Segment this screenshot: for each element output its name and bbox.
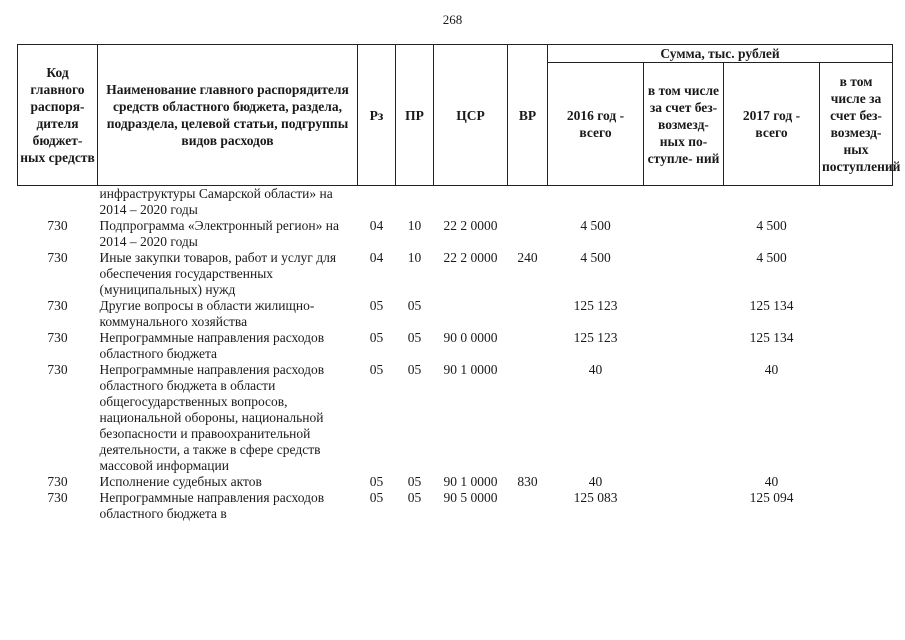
cell-rz: 04 xyxy=(369,250,384,265)
cell-code: 730 xyxy=(47,362,68,377)
header-csr: ЦСР xyxy=(434,45,508,186)
cell-2016-free xyxy=(644,362,724,474)
cell-name: Непрограммные направления расходов областного бюджета в области общегосударственных вопросов, национальной обороны, национальной безопасности и правоохранительной деятельности, а также в сфере средств массовой информации xyxy=(99,362,325,473)
cell-pr: 10 xyxy=(407,250,422,265)
cell-pr: 05 xyxy=(407,330,422,345)
header-vr: ВР xyxy=(508,45,548,186)
cell-2017-free xyxy=(820,186,893,219)
cell-2017-total: 125 094 xyxy=(749,490,794,505)
header-rz: Рз xyxy=(358,45,396,186)
cell-csr: 90 0 0000 xyxy=(443,330,498,345)
cell-rz xyxy=(358,186,396,219)
cell-name: Непрограммные направления расходов областного бюджета в xyxy=(99,490,325,521)
cell-2016-total: 125 123 xyxy=(573,298,618,313)
cell-rz: 05 xyxy=(369,330,384,345)
header-2017-free: в том числе за счет без- возмезд- ных поступлений xyxy=(820,63,893,186)
cell-name: Иные закупки товаров, работ и услуг для обеспечения государственных (муниципальных) нужд xyxy=(99,250,337,297)
cell-vr xyxy=(508,490,548,522)
cell-2017-free xyxy=(820,218,893,250)
table-row xyxy=(18,186,893,219)
cell-2016-total: 4 500 xyxy=(580,250,611,265)
cell-vr: 240 xyxy=(517,250,538,265)
cell-name: Подпрограмма «Электронный регион» на 2014 – 2020 годы xyxy=(99,218,339,249)
cell-2017-total: 4 500 xyxy=(756,218,787,233)
cell-2016-free xyxy=(644,186,724,219)
cell-vr xyxy=(508,330,548,362)
cell-name: Другие вопросы в области жилищно-коммунального хозяйства xyxy=(99,298,315,329)
cell-name: Исполнение судебных актов xyxy=(99,474,262,489)
table-row xyxy=(18,218,893,250)
cell-vr xyxy=(508,218,548,250)
page-number: 268 xyxy=(442,12,463,27)
cell-csr: 90 1 0000 xyxy=(443,474,498,489)
table-row xyxy=(18,490,893,522)
cell-vr: 830 xyxy=(517,474,538,489)
cell-2017-free xyxy=(820,474,893,490)
cell-rz: 04 xyxy=(369,218,384,233)
cell-2017-total: 40 xyxy=(764,474,779,489)
cell-2016-total: 40 xyxy=(588,474,603,489)
cell-rz: 05 xyxy=(369,298,384,313)
cell-csr xyxy=(434,298,508,330)
table-row xyxy=(18,362,893,474)
cell-2017-total: 125 134 xyxy=(749,298,794,313)
cell-code: 730 xyxy=(47,330,68,345)
cell-code: 730 xyxy=(47,250,68,265)
budget-table xyxy=(17,44,901,522)
cell-2016-total xyxy=(548,186,644,219)
cell-2016-free xyxy=(644,250,724,298)
cell-2017-free xyxy=(820,330,893,362)
cell-csr: 90 5 0000 xyxy=(443,490,498,505)
cell-code: 730 xyxy=(47,218,68,233)
cell-2017-total: 4 500 xyxy=(756,250,787,265)
cell-name: инфраструктуры Самарской области» на 2014 – 2020 годы xyxy=(99,186,333,217)
table-row xyxy=(18,250,893,298)
cell-2016-free xyxy=(644,474,724,490)
cell-rz: 05 xyxy=(369,362,384,377)
cell-pr: 05 xyxy=(407,362,422,377)
cell-code xyxy=(18,186,98,219)
header-pr: ПР xyxy=(396,45,434,186)
cell-2017-total xyxy=(724,186,820,219)
cell-pr: 05 xyxy=(407,490,422,505)
header-code: Код главного распоря- дителя бюджет- ных средств xyxy=(18,45,98,186)
cell-2016-free xyxy=(644,490,724,522)
cell-2016-free xyxy=(644,330,724,362)
cell-2016-total: 125 123 xyxy=(573,330,618,345)
cell-2016-total: 125 083 xyxy=(573,490,618,505)
cell-2016-free xyxy=(644,218,724,250)
cell-2017-total: 40 xyxy=(764,362,779,377)
header-2016-total: 2016 год - всего xyxy=(548,63,644,186)
cell-2017-total: 125 134 xyxy=(749,330,794,345)
cell-vr xyxy=(508,362,548,474)
cell-name: Непрограммные направления расходов областного бюджета xyxy=(99,330,325,361)
header-name: Наименование главного распорядителя средств областного бюджета, раздела, подраздела, целевой статьи, подгруппы видов расходов xyxy=(98,45,358,186)
cell-pr: 10 xyxy=(407,218,422,233)
cell-code: 730 xyxy=(47,474,68,489)
table-row xyxy=(18,474,893,490)
cell-pr xyxy=(396,186,434,219)
header-2017-total: 2017 год - всего xyxy=(724,63,820,186)
cell-rz: 05 xyxy=(369,490,384,505)
cell-pr: 05 xyxy=(407,474,422,489)
cell-code: 730 xyxy=(47,298,68,313)
cell-2017-free xyxy=(820,298,893,330)
cell-vr xyxy=(508,186,548,219)
cell-2016-total: 4 500 xyxy=(580,218,611,233)
cell-2017-free xyxy=(820,250,893,298)
table-row xyxy=(18,298,893,330)
header-sum-group: Сумма, тыс. рублей xyxy=(548,45,893,63)
cell-vr xyxy=(508,298,548,330)
cell-2017-free xyxy=(820,362,893,474)
cell-csr: 22 2 0000 xyxy=(443,250,498,265)
cell-csr xyxy=(434,186,508,219)
cell-csr: 22 2 0000 xyxy=(443,218,498,233)
table-row xyxy=(18,330,893,362)
cell-code: 730 xyxy=(47,490,68,505)
header-2016-free: в том числе за счет без- возмезд- ных по- ступле- ний xyxy=(644,63,724,186)
cell-csr: 90 1 0000 xyxy=(443,362,498,377)
cell-2017-free xyxy=(820,490,893,522)
cell-2016-total: 40 xyxy=(588,362,603,377)
table-body xyxy=(18,186,893,523)
cell-rz: 05 xyxy=(369,474,384,489)
cell-pr: 05 xyxy=(407,298,422,313)
cell-2016-free xyxy=(644,298,724,330)
